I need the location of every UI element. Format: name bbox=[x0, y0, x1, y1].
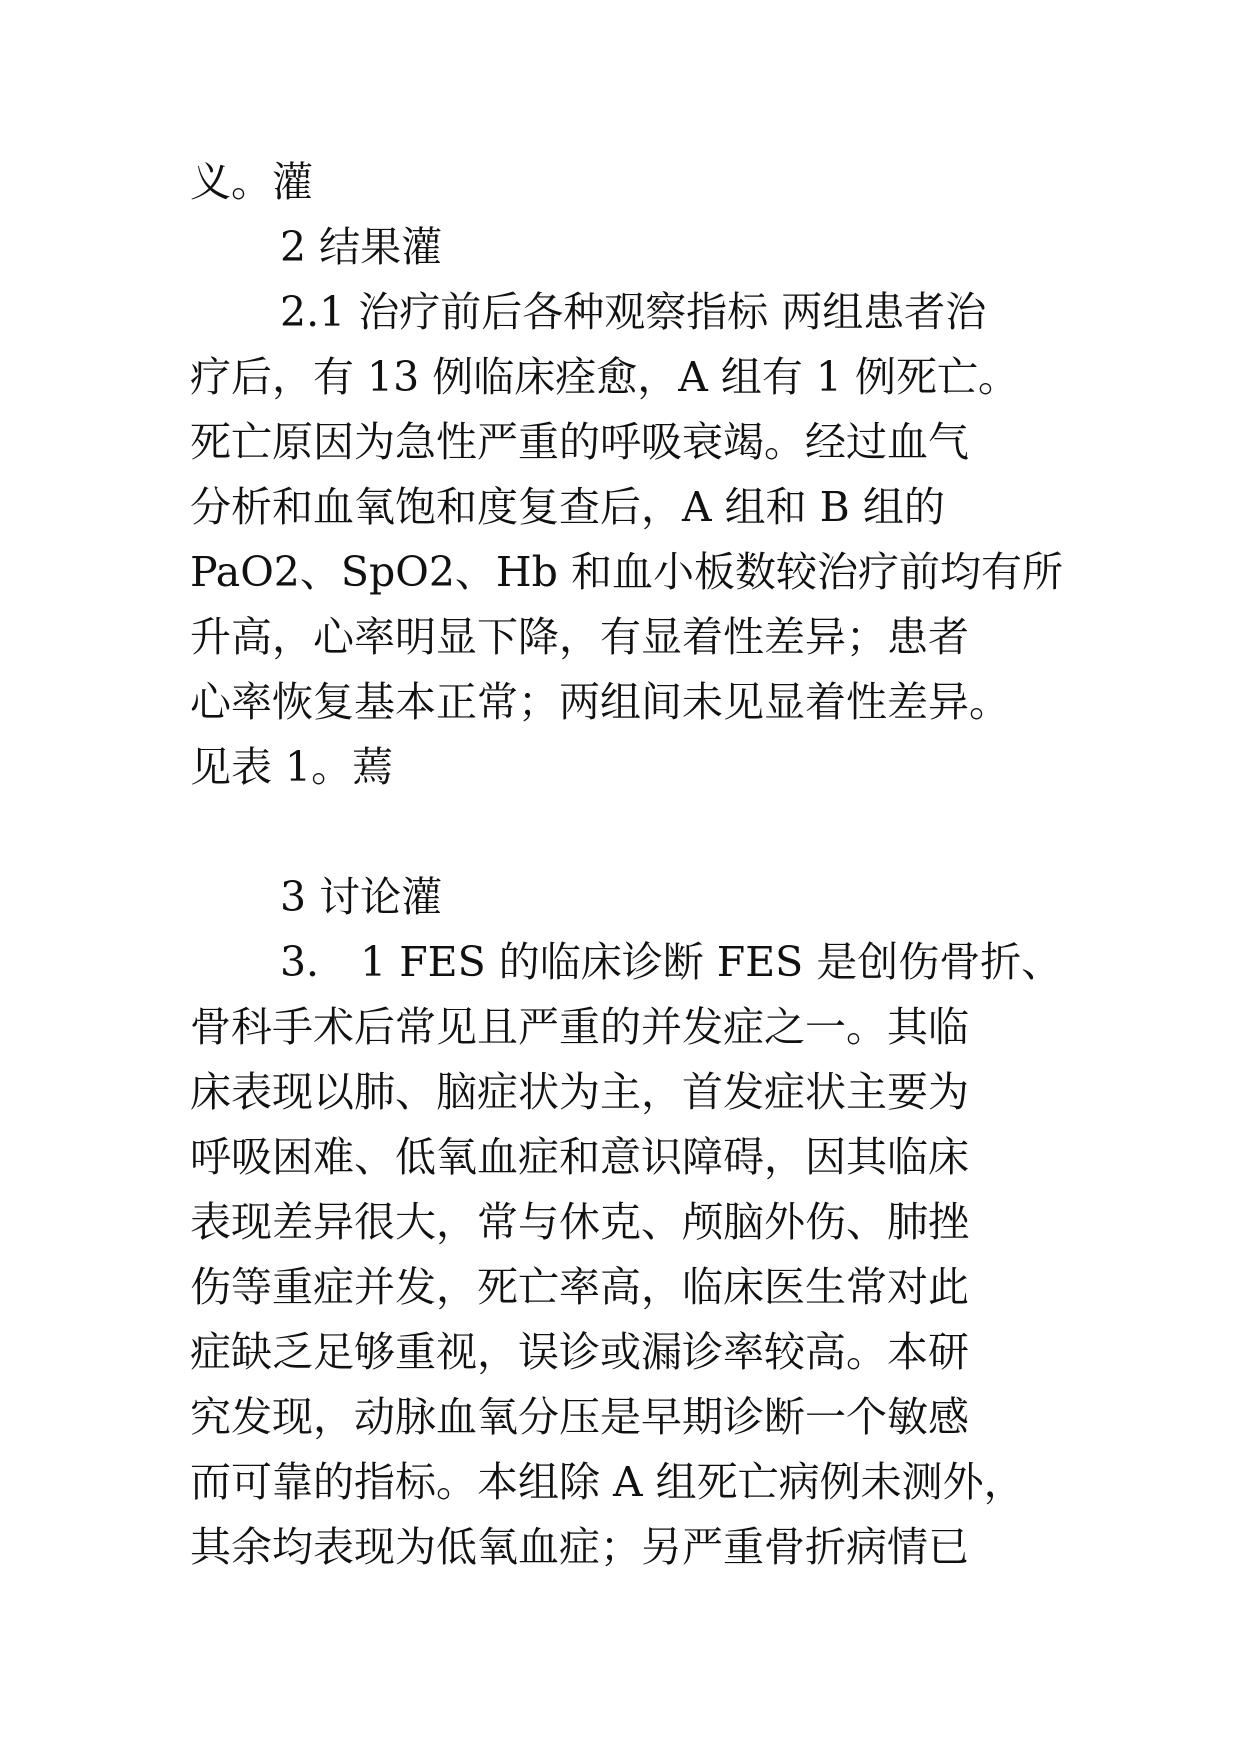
text-line: 伤等重症并发，死亡率高，临床医生常对此 bbox=[190, 1263, 969, 1311]
document-body bbox=[190, 150, 1063, 1580]
text-line: 究发现，动脉血氧分压是早期诊断一个敏感 bbox=[190, 1393, 969, 1441]
text-line: 3． 1 FES 的临床诊断 FES 是创伤骨折、 bbox=[280, 938, 1063, 986]
text-line: 义。灌 bbox=[190, 158, 313, 206]
text-line: 呼吸困难、低氧血症和意识障碍，因其临床 bbox=[190, 1133, 969, 1181]
text-line: 升高，心率明显下降，有显着性差异；患者 bbox=[190, 613, 969, 661]
section-heading-discussion: 3 讨论灌 bbox=[280, 873, 443, 921]
paragraph-gap bbox=[190, 800, 1060, 865]
text-line: 表现差异很大，常与休克、颅脑外伤、肺挫 bbox=[190, 1198, 969, 1246]
text-line: 床表现以肺、脑症状为主，首发症状主要为 bbox=[190, 1068, 969, 1116]
text-line: 症缺乏足够重视，误诊或漏诊率较高。本研 bbox=[190, 1328, 969, 1376]
text-line: 骨科手术后常见且严重的并发症之一。其临 bbox=[190, 1003, 969, 1051]
text-line: 分析和血氧饱和度复查后，A 组和 B 组的 bbox=[190, 483, 945, 531]
text-line: PaO2、SpO2、Hb 和血小板数较治疗前均有所 bbox=[190, 548, 1063, 596]
text-line: 疗后，有 13 例临床痊愈，A 组有 1 例死亡。 bbox=[190, 353, 1020, 401]
text-line: 心率恢复基本正常；两组间未见显着性差异。 bbox=[190, 678, 1010, 726]
text-line: 2.1 治疗前后各种观察指标 两组患者治 bbox=[280, 288, 987, 336]
text-line: 其余均表现为低氧血症；另严重骨折病情已 bbox=[190, 1523, 969, 1571]
section-heading-results: 2 结果灌 bbox=[280, 223, 443, 271]
text-line: 死亡原因为急性严重的呼吸衰竭。经过血气 bbox=[190, 418, 969, 466]
text-line: 而可靠的指标。本组除 A 组死亡病例未测外， bbox=[190, 1458, 1025, 1506]
text-line: 见表 1。蔫 bbox=[190, 743, 394, 791]
